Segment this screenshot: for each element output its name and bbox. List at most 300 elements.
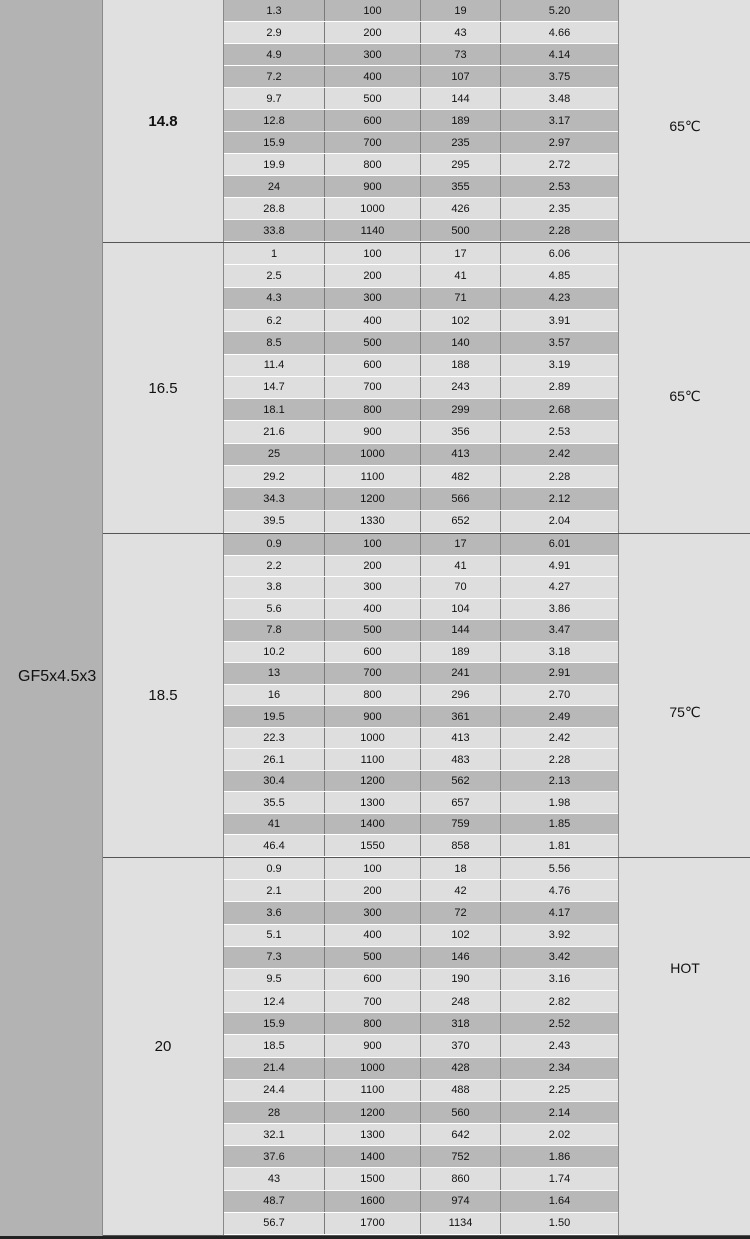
current-cell: 30.4 <box>224 771 325 792</box>
current-cell: 48.7 <box>224 1191 325 1212</box>
efficiency-cell: 2.52 <box>548 1017 571 1030</box>
rpm-cell: 1100 <box>325 466 421 487</box>
rpm-cell: 400 <box>325 66 421 87</box>
rpm-cell: 700 <box>325 377 421 398</box>
rpm-cell: 300 <box>325 902 421 923</box>
power-cell: 73 <box>421 44 501 65</box>
efficiency-cell: 2.04 <box>548 515 571 528</box>
power-cell: 426 <box>421 198 501 219</box>
power-cell: 652 <box>421 511 501 532</box>
table-row <box>224 220 618 242</box>
measurement-rows <box>224 0 618 242</box>
efficiency-cell: 3.92 <box>548 929 571 942</box>
voltage-cell: 16.5 <box>103 243 224 533</box>
table-row <box>224 198 618 220</box>
power-cell: 144 <box>421 620 501 641</box>
temperature-cell <box>618 0 750 242</box>
rpm-cell: 100 <box>325 243 421 264</box>
rpm-cell: 900 <box>325 706 421 727</box>
efficiency-cell: 3.18 <box>548 645 571 658</box>
table-row <box>224 1058 618 1080</box>
current-cell: 25 <box>224 444 325 465</box>
power-cell: 361 <box>421 706 501 727</box>
current-cell: 28 <box>224 1102 325 1123</box>
power-cell: 107 <box>421 66 501 87</box>
measurement-rows <box>224 243 618 533</box>
power-cell: 413 <box>421 728 501 749</box>
rpm-cell: 400 <box>325 925 421 946</box>
rpm-cell: 1200 <box>325 1102 421 1123</box>
voltage-cell: 20 <box>103 858 224 1235</box>
current-cell: 9.7 <box>224 88 325 109</box>
efficiency-cell: 2.28 <box>548 470 571 483</box>
current-cell: 29.2 <box>224 466 325 487</box>
table-row <box>224 771 618 793</box>
efficiency-cell: 2.13 <box>548 775 571 788</box>
power-cell: 759 <box>421 814 501 835</box>
table-row <box>224 265 618 287</box>
efficiency-cell: 1.85 <box>548 818 571 831</box>
power-cell: 140 <box>421 332 501 353</box>
power-cell: 71 <box>421 288 501 309</box>
power-cell: 17 <box>421 534 501 555</box>
power-cell: 974 <box>421 1191 501 1212</box>
rpm-cell: 1400 <box>325 814 421 835</box>
table-row <box>224 243 618 265</box>
efficiency-cell: 2.53 <box>548 426 571 439</box>
power-cell: 1134 <box>421 1213 501 1234</box>
efficiency-cell: 4.76 <box>548 884 571 897</box>
power-cell: 657 <box>421 792 501 813</box>
power-cell: 860 <box>421 1168 501 1189</box>
current-cell: 4.9 <box>224 44 325 65</box>
table-row <box>224 685 618 707</box>
power-cell: 296 <box>421 685 501 706</box>
efficiency-cell: 2.72 <box>548 158 571 171</box>
current-cell: 1.3 <box>224 0 325 21</box>
rpm-cell: 200 <box>325 22 421 43</box>
temperature-cell <box>618 858 750 1235</box>
current-cell: 41 <box>224 814 325 835</box>
rpm-cell: 800 <box>325 154 421 175</box>
table-row <box>224 1146 618 1168</box>
power-cell: 72 <box>421 902 501 923</box>
efficiency-cell: 2.42 <box>548 732 571 745</box>
table-row <box>224 0 618 22</box>
current-cell: 5.1 <box>224 925 325 946</box>
table-row <box>224 1124 618 1146</box>
rpm-cell: 1550 <box>325 835 421 856</box>
efficiency-cell: 4.17 <box>548 906 571 919</box>
power-cell: 318 <box>421 1013 501 1034</box>
power-cell: 41 <box>421 265 501 286</box>
power-cell: 70 <box>421 577 501 598</box>
power-cell: 189 <box>421 642 501 663</box>
current-cell: 12.8 <box>224 110 325 131</box>
table-row <box>224 1035 618 1057</box>
power-cell: 248 <box>421 991 501 1012</box>
rpm-cell: 300 <box>325 44 421 65</box>
table-row <box>224 749 618 771</box>
power-cell: 562 <box>421 771 501 792</box>
rpm-cell: 1000 <box>325 1058 421 1079</box>
efficiency-cell: 2.28 <box>548 753 571 766</box>
rpm-cell: 1100 <box>325 1080 421 1101</box>
efficiency-cell: 1.74 <box>548 1173 571 1186</box>
temperature-cell <box>618 534 750 857</box>
current-cell: 24 <box>224 176 325 197</box>
current-cell: 34.3 <box>224 488 325 509</box>
current-cell: 2.5 <box>224 265 325 286</box>
rpm-cell: 700 <box>325 991 421 1012</box>
table-row <box>224 706 618 728</box>
current-cell: 4.3 <box>224 288 325 309</box>
efficiency-cell: 2.53 <box>548 180 571 193</box>
power-cell: 413 <box>421 444 501 465</box>
efficiency-cell: 5.20 <box>548 4 571 17</box>
table-row <box>224 534 618 556</box>
rpm-cell: 1300 <box>325 792 421 813</box>
power-cell: 243 <box>421 377 501 398</box>
efficiency-cell: 2.97 <box>548 136 571 149</box>
current-cell: 19.5 <box>224 706 325 727</box>
table-row <box>224 466 618 488</box>
current-cell: 18.1 <box>224 399 325 420</box>
current-cell: 24.4 <box>224 1080 325 1101</box>
power-cell: 299 <box>421 399 501 420</box>
rpm-cell: 300 <box>325 288 421 309</box>
power-cell: 500 <box>421 220 501 241</box>
efficiency-cell: 3.86 <box>548 602 571 615</box>
table-row <box>224 858 618 880</box>
efficiency-cell: 6.06 <box>548 247 571 260</box>
efficiency-cell: 2.89 <box>548 381 571 394</box>
table-row <box>224 1013 618 1035</box>
rpm-cell: 1300 <box>325 1124 421 1145</box>
power-cell: 355 <box>421 176 501 197</box>
rpm-cell: 1400 <box>325 1146 421 1167</box>
rpm-cell: 1330 <box>325 511 421 532</box>
efficiency-cell: 2.28 <box>548 224 571 237</box>
efficiency-cell: 2.34 <box>548 1062 571 1075</box>
efficiency-cell: 3.19 <box>548 359 571 372</box>
current-cell: 3.8 <box>224 577 325 598</box>
model-label: GF5x4.5x3 <box>18 668 97 685</box>
voltage-group <box>103 858 750 1236</box>
table-row <box>224 1213 618 1235</box>
rpm-cell: 600 <box>325 355 421 376</box>
voltage-cell: 18.5 <box>103 534 224 857</box>
power-cell: 428 <box>421 1058 501 1079</box>
efficiency-cell: 4.14 <box>548 48 571 61</box>
table-row <box>224 556 618 578</box>
rpm-cell: 900 <box>325 176 421 197</box>
table-row <box>224 154 618 176</box>
temperature-label: HOT <box>670 960 700 976</box>
efficiency-cell: 2.82 <box>548 995 571 1008</box>
efficiency-cell: 3.91 <box>548 314 571 327</box>
current-cell: 1 <box>224 243 325 264</box>
power-cell: 483 <box>421 749 501 770</box>
table-row <box>224 947 618 969</box>
efficiency-cell: 2.12 <box>548 493 571 506</box>
efficiency-cell: 3.47 <box>548 624 571 637</box>
current-cell: 3.6 <box>224 902 325 923</box>
power-cell: 482 <box>421 466 501 487</box>
table-row <box>224 642 618 664</box>
current-cell: 18.5 <box>224 1035 325 1056</box>
rpm-cell: 200 <box>325 265 421 286</box>
efficiency-cell: 3.16 <box>548 973 571 986</box>
table-row <box>224 332 618 354</box>
efficiency-cell: 4.91 <box>548 559 571 572</box>
voltage-cell: 14.8 <box>103 0 224 242</box>
power-cell: 858 <box>421 835 501 856</box>
table-row <box>224 421 618 443</box>
table-row <box>224 1102 618 1124</box>
power-cell: 560 <box>421 1102 501 1123</box>
current-cell: 12.4 <box>224 991 325 1012</box>
table-row <box>224 792 618 814</box>
power-cell: 42 <box>421 880 501 901</box>
table-row <box>224 814 618 836</box>
power-cell: 566 <box>421 488 501 509</box>
table-row <box>224 577 618 599</box>
efficiency-cell: 2.14 <box>548 1106 571 1119</box>
efficiency-cell: 4.23 <box>548 292 571 305</box>
rpm-cell: 100 <box>325 0 421 21</box>
table-row <box>224 991 618 1013</box>
power-cell: 19 <box>421 0 501 21</box>
current-cell: 0.9 <box>224 858 325 879</box>
table-row <box>224 377 618 399</box>
table-row <box>224 488 618 510</box>
current-cell: 9.5 <box>224 969 325 990</box>
power-cell: 41 <box>421 556 501 577</box>
rpm-cell: 1700 <box>325 1213 421 1234</box>
power-cell: 235 <box>421 132 501 153</box>
efficiency-cell: 3.48 <box>548 92 571 105</box>
model-column <box>0 0 103 1236</box>
rpm-cell: 700 <box>325 132 421 153</box>
current-cell: 2.2 <box>224 556 325 577</box>
efficiency-cell: 1.50 <box>548 1217 571 1230</box>
current-cell: 16 <box>224 685 325 706</box>
current-cell: 10.2 <box>224 642 325 663</box>
current-cell: 43 <box>224 1168 325 1189</box>
current-cell: 5.6 <box>224 599 325 620</box>
current-cell: 35.5 <box>224 792 325 813</box>
current-cell: 13 <box>224 663 325 684</box>
power-cell: 104 <box>421 599 501 620</box>
rpm-cell: 900 <box>325 421 421 442</box>
table-row <box>224 880 618 902</box>
efficiency-cell: 2.49 <box>548 710 571 723</box>
current-cell: 21.4 <box>224 1058 325 1079</box>
rpm-cell: 600 <box>325 642 421 663</box>
efficiency-cell: 1.86 <box>548 1150 571 1163</box>
rpm-cell: 900 <box>325 1035 421 1056</box>
table-row <box>224 969 618 991</box>
efficiency-cell: 5.56 <box>548 862 571 875</box>
rpm-cell: 700 <box>325 663 421 684</box>
current-cell: 26.1 <box>224 749 325 770</box>
rpm-cell: 1200 <box>325 771 421 792</box>
table-row <box>224 66 618 88</box>
table-row <box>224 925 618 947</box>
efficiency-cell: 3.57 <box>548 336 571 349</box>
rpm-cell: 800 <box>325 1013 421 1034</box>
current-cell: 33.8 <box>224 220 325 241</box>
efficiency-cell: 2.70 <box>548 688 571 701</box>
power-cell: 43 <box>421 22 501 43</box>
rpm-cell: 500 <box>325 947 421 968</box>
rpm-cell: 300 <box>325 577 421 598</box>
efficiency-cell: 1.81 <box>548 839 571 852</box>
rpm-cell: 500 <box>325 620 421 641</box>
table-row <box>224 44 618 66</box>
table-row <box>224 902 618 924</box>
efficiency-cell: 2.42 <box>548 448 571 461</box>
current-cell: 15.9 <box>224 1013 325 1034</box>
rpm-cell: 500 <box>325 332 421 353</box>
power-cell: 146 <box>421 947 501 968</box>
efficiency-cell: 3.42 <box>548 951 571 964</box>
table-row <box>224 599 618 621</box>
power-cell: 642 <box>421 1124 501 1145</box>
table-row <box>224 620 618 642</box>
current-cell: 7.8 <box>224 620 325 641</box>
efficiency-cell: 2.68 <box>548 403 571 416</box>
current-cell: 15.9 <box>224 132 325 153</box>
efficiency-cell: 2.02 <box>548 1128 571 1141</box>
efficiency-cell: 3.75 <box>548 70 571 83</box>
rpm-cell: 400 <box>325 310 421 331</box>
power-cell: 241 <box>421 663 501 684</box>
power-cell: 190 <box>421 969 501 990</box>
table-row <box>224 110 618 132</box>
rpm-cell: 200 <box>325 880 421 901</box>
temperature-label: 65℃ <box>669 118 701 134</box>
rpm-cell: 500 <box>325 88 421 109</box>
power-cell: 17 <box>421 243 501 264</box>
power-cell: 102 <box>421 925 501 946</box>
table-row <box>224 1168 618 1190</box>
current-cell: 11.4 <box>224 355 325 376</box>
measurement-rows <box>224 858 618 1235</box>
table-row <box>224 88 618 110</box>
power-cell: 18 <box>421 858 501 879</box>
power-cell: 295 <box>421 154 501 175</box>
current-cell: 14.7 <box>224 377 325 398</box>
table-row <box>224 728 618 750</box>
efficiency-cell: 6.01 <box>548 538 571 551</box>
current-cell: 2.9 <box>224 22 325 43</box>
table-row <box>224 663 618 685</box>
current-cell: 6.2 <box>224 310 325 331</box>
current-cell: 39.5 <box>224 511 325 532</box>
temperature-label: 65℃ <box>669 388 701 404</box>
efficiency-cell: 4.66 <box>548 26 571 39</box>
current-cell: 7.2 <box>224 66 325 87</box>
efficiency-cell: 2.91 <box>548 667 571 680</box>
table-row <box>224 132 618 154</box>
current-cell: 37.6 <box>224 1146 325 1167</box>
rpm-cell: 1100 <box>325 749 421 770</box>
rpm-cell: 1500 <box>325 1168 421 1189</box>
rpm-cell: 1140 <box>325 220 421 241</box>
current-cell: 8.5 <box>224 332 325 353</box>
rpm-cell: 200 <box>325 556 421 577</box>
rpm-cell: 100 <box>325 534 421 555</box>
rpm-cell: 600 <box>325 969 421 990</box>
efficiency-cell: 2.43 <box>548 1039 571 1052</box>
current-cell: 2.1 <box>224 880 325 901</box>
current-cell: 7.3 <box>224 947 325 968</box>
table-row <box>224 176 618 198</box>
table-row <box>224 511 618 533</box>
temperature-cell <box>618 243 750 533</box>
temperature-label: 75℃ <box>669 704 701 720</box>
table-row <box>224 835 618 857</box>
power-cell: 488 <box>421 1080 501 1101</box>
current-cell: 0.9 <box>224 534 325 555</box>
table-row <box>224 22 618 44</box>
voltage-group <box>103 0 750 243</box>
power-cell: 752 <box>421 1146 501 1167</box>
rpm-cell: 1200 <box>325 488 421 509</box>
power-cell: 188 <box>421 355 501 376</box>
measurement-rows <box>224 534 618 857</box>
efficiency-cell: 1.64 <box>548 1195 571 1208</box>
efficiency-cell: 4.85 <box>548 269 571 282</box>
current-cell: 22.3 <box>224 728 325 749</box>
table-row <box>224 310 618 332</box>
rpm-cell: 1600 <box>325 1191 421 1212</box>
rpm-cell: 100 <box>325 858 421 879</box>
rpm-cell: 1000 <box>325 728 421 749</box>
power-cell: 370 <box>421 1035 501 1056</box>
efficiency-cell: 1.98 <box>548 796 571 809</box>
table-row <box>224 288 618 310</box>
voltage-group <box>103 534 750 858</box>
rpm-cell: 1000 <box>325 198 421 219</box>
rpm-cell: 800 <box>325 399 421 420</box>
voltage-group <box>103 243 750 534</box>
efficiency-cell: 3.17 <box>548 114 571 127</box>
efficiency-cell: 2.35 <box>548 202 571 215</box>
current-cell: 32.1 <box>224 1124 325 1145</box>
current-cell: 56.7 <box>224 1213 325 1234</box>
rpm-cell: 800 <box>325 685 421 706</box>
efficiency-cell: 4.27 <box>548 581 571 594</box>
table-row <box>224 1080 618 1102</box>
current-cell: 21.6 <box>224 421 325 442</box>
efficiency-cell: 2.25 <box>548 1084 571 1097</box>
table-row <box>224 1191 618 1213</box>
rpm-cell: 400 <box>325 599 421 620</box>
power-cell: 189 <box>421 110 501 131</box>
current-cell: 19.9 <box>224 154 325 175</box>
current-cell: 28.8 <box>224 198 325 219</box>
power-cell: 356 <box>421 421 501 442</box>
power-cell: 102 <box>421 310 501 331</box>
current-cell: 46.4 <box>224 835 325 856</box>
table-row <box>224 355 618 377</box>
table-row <box>224 399 618 421</box>
rpm-cell: 600 <box>325 110 421 131</box>
rpm-cell: 1000 <box>325 444 421 465</box>
